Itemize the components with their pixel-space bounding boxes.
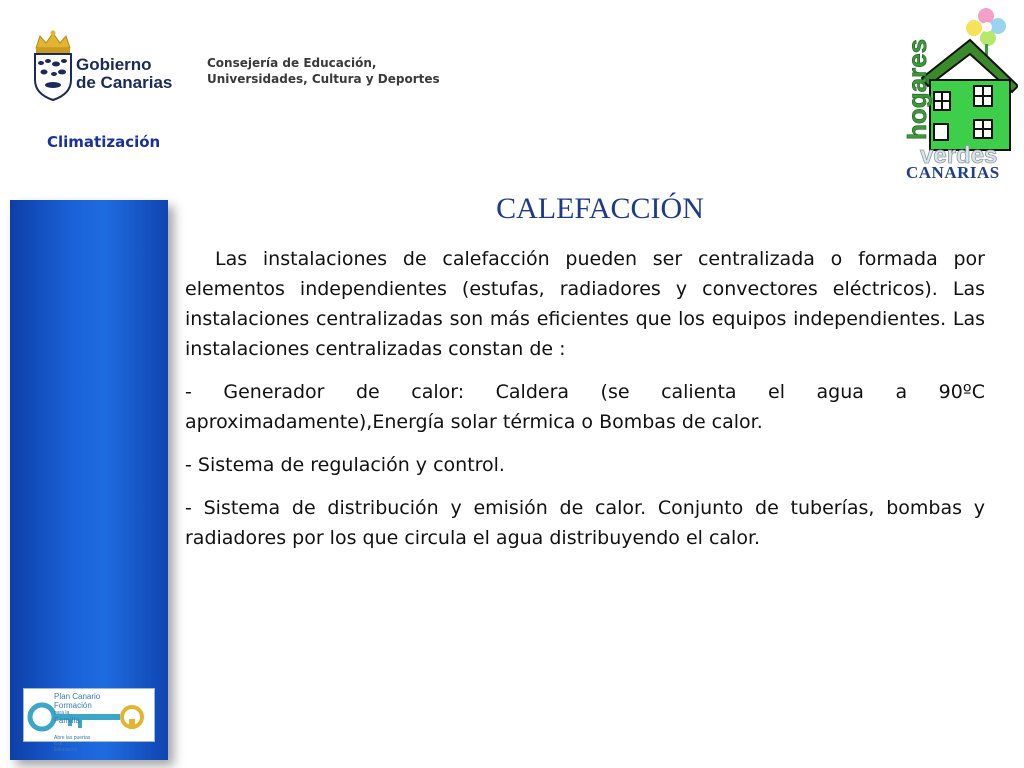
plan-line6: a la [54, 741, 63, 747]
gov-name-line2: de Canarias [76, 73, 173, 92]
slide-title: CALEFACCIÓN [496, 192, 704, 225]
consejeria-line2: Universidades, Cultura y Deportes [207, 72, 440, 86]
consejeria-line1: Consejería de Educación, [207, 56, 377, 70]
slide-body [185, 244, 985, 566]
consejeria-label [207, 55, 467, 87]
plan-line2: Formación [54, 701, 92, 710]
hogares-word: hogares [902, 38, 932, 140]
side-panel [10, 200, 168, 760]
plan-line4: Familia [54, 716, 80, 725]
plan-canario-text [54, 692, 124, 753]
section-label: Climatización [47, 133, 161, 151]
intro-paragraph: Las instalaciones de calefacción pueden ser centralizada o formada por elementos independientes (estufas, radiadores y convectores eléctricos). Las instalaciones centralizadas son más eficientes que los equipos independientes. Las instalaciones centralizadas constan de : [185, 248, 985, 360]
plan-line1: Plan Canario [54, 692, 101, 701]
plan-line5: Abre las puertas [54, 735, 91, 741]
crown-shield-icon [30, 30, 76, 102]
gobierno-canarias-logo [30, 30, 180, 102]
plan-line7: Educación [54, 747, 78, 753]
list-item-distribucion: - Sistema de distribución y emisión de calor. Conjunto de tuberías, bombas y radiadores por los que circula el agua distribuyendo el calor. [185, 497, 985, 549]
plan-line3: para la [54, 710, 70, 716]
green-house-icon [900, 6, 1018, 166]
canarias-word: CANARIAS [906, 163, 1000, 182]
gov-name [76, 56, 186, 92]
hogares-verdes-logo [900, 6, 1018, 186]
gov-name-line1: Gobierno [76, 55, 152, 74]
list-item-regulacion: - Sistema de regulación y control. [185, 454, 505, 476]
plan-canario-logo [23, 688, 155, 753]
list-item-generador: - Generador de calor: Caldera (se calienta el agua a 90ºC aproximadamente),Energía solar térmica o Bombas de calor. [185, 381, 985, 433]
verdes-word: verdes [920, 142, 998, 166]
